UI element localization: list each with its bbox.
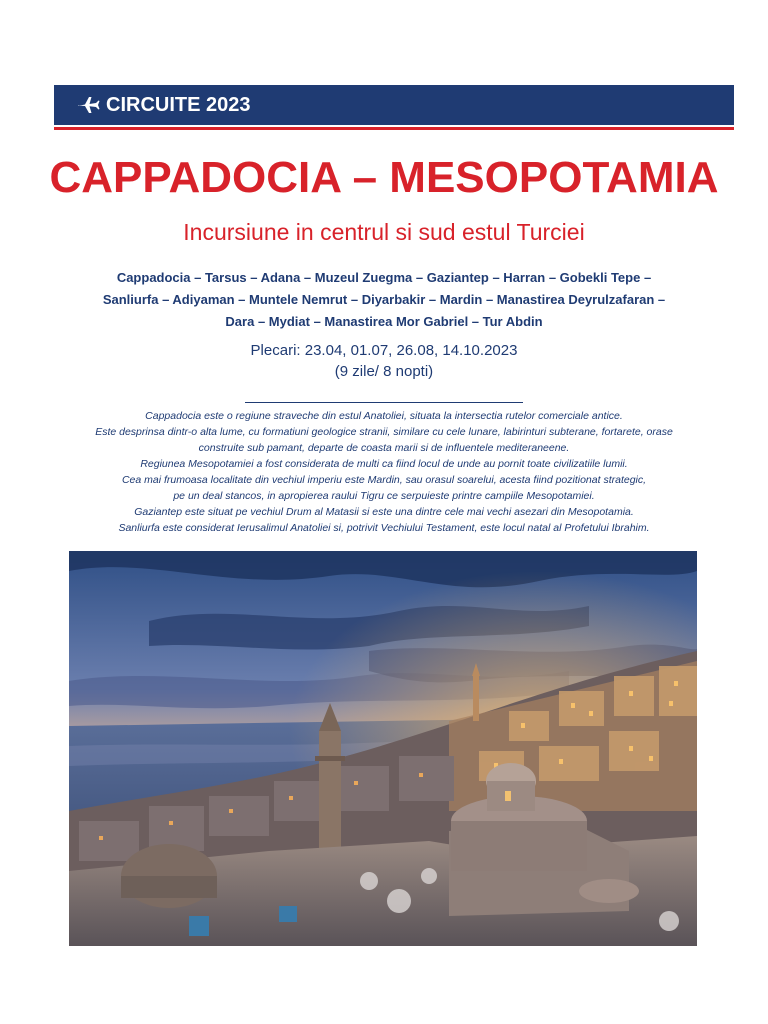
description-line: Cappadocia este o regiune straveche din estul Anatoliei, situata la intersectia rutelor comerciale antice. — [145, 410, 623, 422]
route-line: Dara – Mydiat – Manastirea Mor Gabriel – Tur Abdin — [225, 314, 543, 329]
page-subtitle: Incursiune in centrul si sud estul Turciei — [183, 219, 585, 245]
description-line: Sanliurfa este considerat Ierusalimul Anatoliei si, potrivit Vechiului Testament, este locul natal al Profetului Ibrahim. — [118, 522, 650, 534]
description-text — [40, 408, 728, 536]
description-line: Gaziantep este situat pe vechiul Drum al Matasii si este una dintre cele mai vechi asezari din Mesopotamia. — [134, 506, 634, 518]
description-line: construite sub pamant, departe de coasta marii si de influentele mediteraneene. — [198, 442, 570, 454]
departures-block — [0, 340, 768, 382]
departures-label: Plecari: — [250, 342, 301, 359]
route-line: Sanliurfa – Adiyaman – Muntele Nemrut – Diyarbakir – Mardin – Manastirea Deyrulzafaran – — [102, 292, 666, 307]
description-line: pe un deal stancos, in apropierea raului Tigru ce serpuieste printre campiile Mesopotamiei. — [173, 490, 595, 502]
departure-dates: 23.04, 01.07, 26.08, 14.10.2023 — [304, 342, 518, 359]
header-banner — [54, 85, 734, 125]
route-list — [80, 267, 688, 333]
description-line: Regiunea Mesopotamiei a fost considerata de multi ca fiind locul de unde au pornit toate civilizatiile lumii. — [140, 458, 628, 470]
departure-dates-line — [0, 340, 768, 361]
description-line: Este desprinsa dintr-o alta lume, cu formatiuni geologice stranii, similare cu cele lunare, labirinturi subterane, fortarete, orase — [95, 426, 673, 438]
description-line: Cea mai frumoasa localitate din vechiul imperiu este Mardin, sau orasul soarelui, acesta fiind pozitionat strategic, — [121, 474, 647, 486]
route-line: Cappadocia – Tarsus – Adana – Muzeul Zuegma – Gaziantep – Harran – Gobekli Tepe – — [116, 270, 652, 285]
page-title: CAPPADOCIA – MESOPOTAMIA — [49, 153, 719, 202]
trip-duration: (9 zile/ 8 nopti) — [334, 363, 434, 380]
airplane-icon — [76, 94, 100, 116]
mardin-photo — [69, 551, 697, 946]
banner-underline — [54, 127, 734, 130]
divider — [245, 402, 523, 403]
banner-label: CIRCUITE 2023 — [106, 93, 251, 116]
